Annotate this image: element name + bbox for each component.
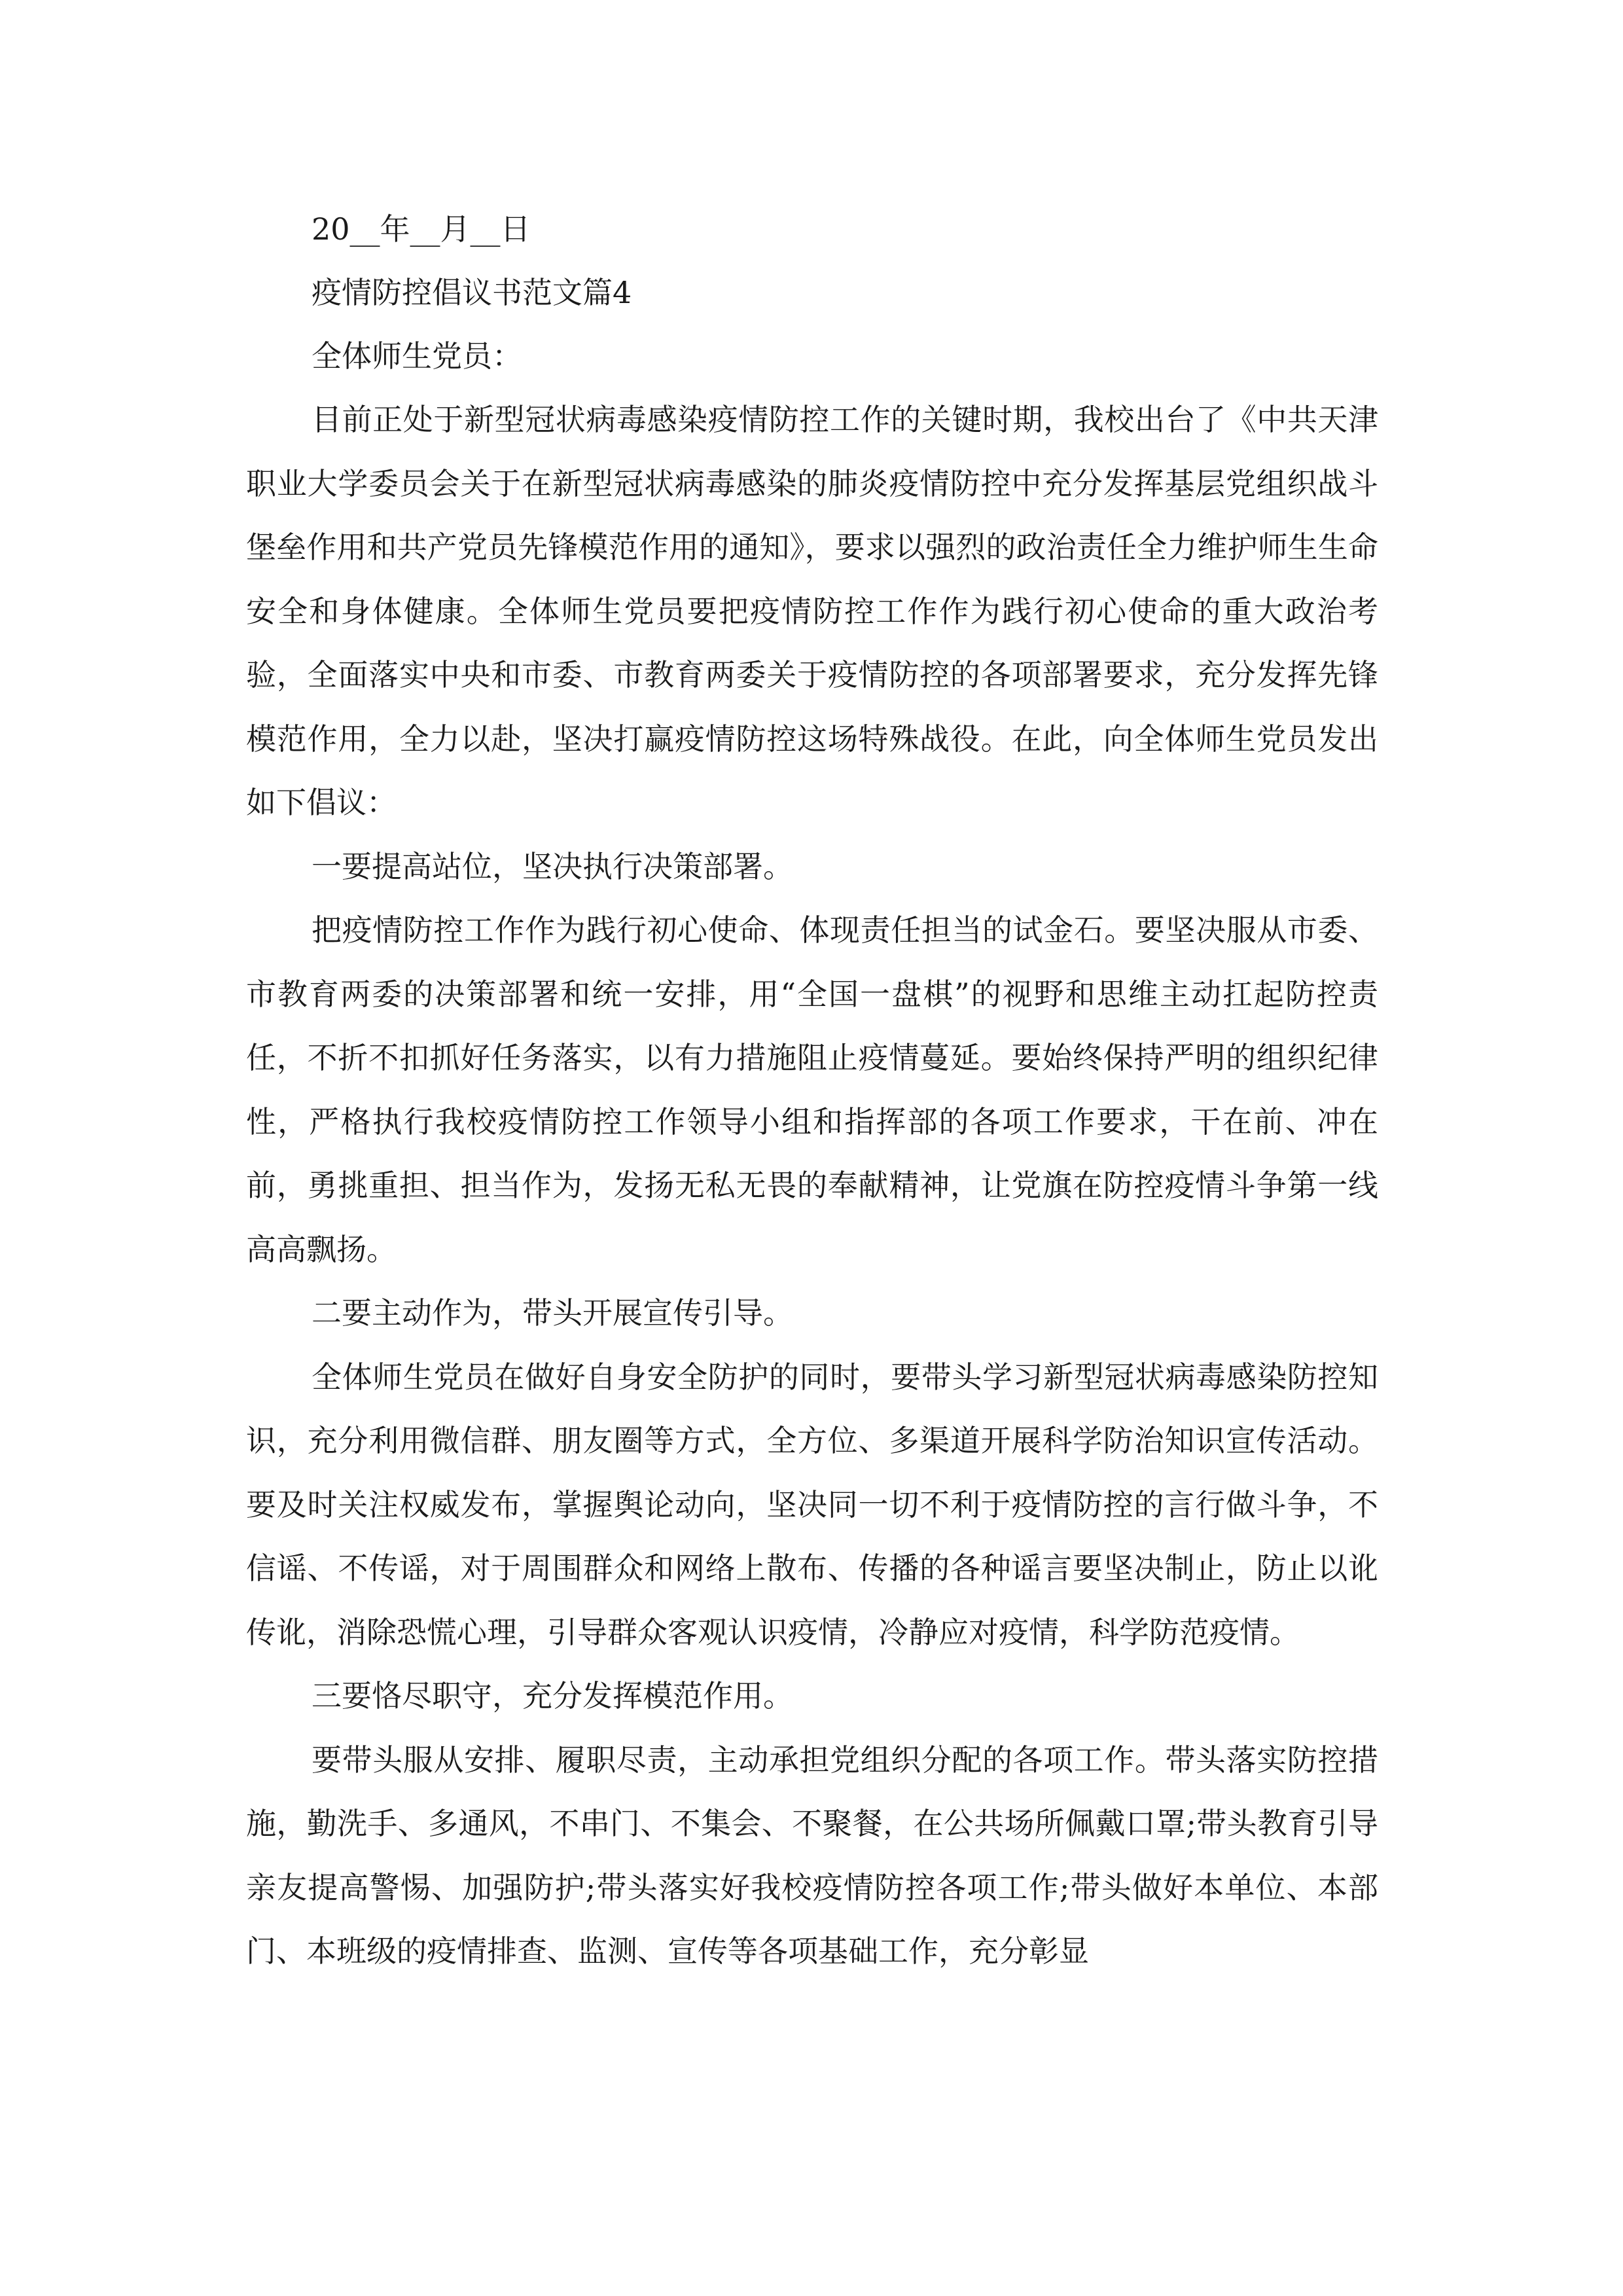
section-heading-1: 一要提高站位，坚决执行决策部署。 bbox=[312, 848, 793, 884]
date-line: 20__年__月__日 bbox=[312, 211, 531, 247]
paragraph-intro: 目前正处于新型冠状病毒感染疫情防控工作的关键时期，我校出台了《中共天津职业大学委员会关于在新型冠状病毒感染的肺炎疫情防控中充分发挥基层党组织战斗堡垒作用和共产党员先锋模范作用的通知》，要求以强烈的政治责任全力维护师生生命安全和身体健康。全体师生党员要把疫情防控工作作为践行初心使命的重大政治考验，全面落实中央和市委、市教育两委关于疫情防控的各项部署要求，充分发挥先锋模范作用，全力以赴，坚决打赢疫情防控这场特殊战役。在此，向全体师生党员发出如下倡议： bbox=[246, 402, 1378, 820]
document-title: 疫情防控倡议书范文篇4 bbox=[312, 275, 632, 310]
paragraph-section-3: 要带头服从安排、履职尽责，主动承担党组织分配的各项工作。带头落实防控措施，勤洗手、多通风，不串门、不集会、不聚餐，在公共场所佩戴口罩;带头教育引导亲友提高警惕、加强防护;带头落实好我校疫情防控各项工作;带头做好本单位、本部门、本班级的疫情排查、监测、宣传等各项基础工作，充分彰显 bbox=[246, 1742, 1378, 1969]
section-heading-3: 三要恪尽职守，充分发挥模范作用。 bbox=[312, 1678, 793, 1713]
salutation: 全体师生党员： bbox=[312, 338, 522, 374]
document-body bbox=[246, 198, 1378, 1984]
paragraph-section-2: 全体师生党员在做好自身安全防护的同时，要带头学习新型冠状病毒感染防控知识，充分利用微信群、朋友圈等方式，全方位、多渠道开展科学防治知识宣传活动。要及时关注权威发布，掌握舆论动向，坚决同一切不利于疫情防控的言行做斗争，不信谣、不传谣，对于周围群众和网络上散布、传播的各种谣言要坚决制止，防止以讹传讹，消除恐慌心理，引导群众客观认识疫情，冷静应对疫情，科学防范疫情。 bbox=[246, 1359, 1378, 1650]
section-heading-2: 二要主动作为，带头开展宣传引导。 bbox=[312, 1295, 793, 1331]
paragraph-section-1: 把疫情防控工作作为践行初心使命、体现责任担当的试金石。要坚决服从市委、市教育两委的决策部署和统一安排，用“全国一盘棋”的视野和思维主动扛起防控责任，不折不扣抓好任务落实，以有力措施阻止疫情蔓延。要始终保持严明的组织纪律性，严格执行我校疫情防控工作领导小组和指挥部的各项工作要求，干在前、冲在前，勇挑重担、担当作为，发扬无私无畏的奉献精神，让党旗在防控疫情斗争第一线高高飘扬。 bbox=[246, 912, 1378, 1267]
